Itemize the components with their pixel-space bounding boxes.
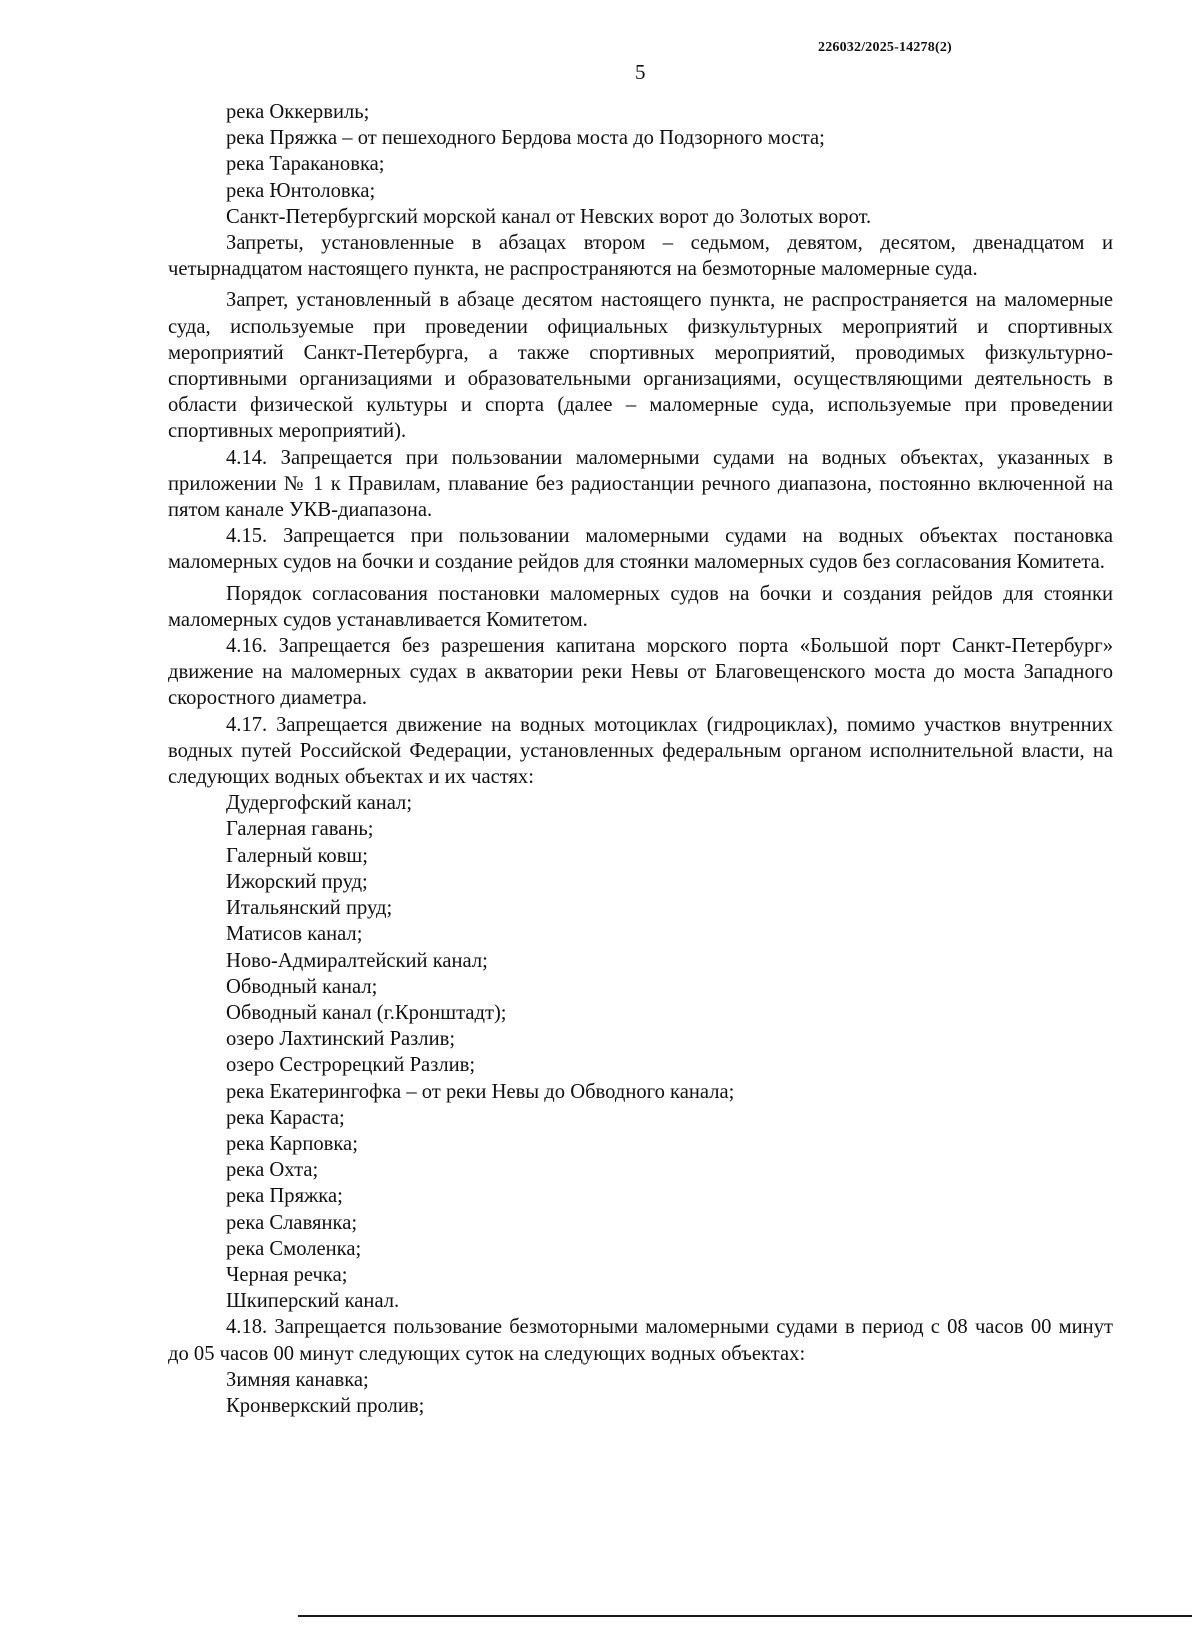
list-item: Обводный канал;	[226, 975, 378, 998]
list-item: река Славянка;	[226, 1211, 358, 1234]
paragraph-4-17: 4.17. Запрещается движение на водных мотоциклах (гидроциклах), помимо участков внутренних водных путей Российской Федерации, установленных федеральным органом исполнительной власти, на следующих водных объектах и их частях:	[168, 713, 1113, 789]
list-item: Галерная гавань;	[226, 818, 374, 841]
list-item: Зимняя канавка;	[226, 1368, 369, 1391]
list-item: река Охта;	[226, 1159, 319, 1182]
scan-edge-line	[298, 1615, 1192, 1617]
document-number: 226032/2025-14278(2)	[818, 40, 952, 55]
list-item: Ижорский пруд;	[226, 870, 368, 893]
list-item: река Пряжка;	[226, 1185, 343, 1208]
list-item: река Екатерингофка – от реки Невы до Обводного канала;	[226, 1080, 735, 1103]
list-item: Черная речка;	[226, 1263, 348, 1286]
paragraph-4-18: 4.18. Запрещается пользование безмоторными маломерными судами в период с 08 часов 00 минут до 05 часов 00 минут следующих суток на следующих водных объектах:	[168, 1316, 1113, 1365]
list-item: озеро Сестрорецкий Разлив;	[226, 1054, 476, 1077]
paragraph-bans-exception: Запреты, установленные в абзацах втором – седьмом, девятом, десятом, двенадцатом и четырнадцатом настоящего пункта, не распространяются на безмоторные маломерные суда.	[168, 232, 1113, 281]
list-item: Санкт-Петербургский морской канал от Невских ворот до Золотых ворот.	[226, 205, 872, 228]
paragraph-order: Порядок согласования постановки маломерных судов на бочки и создания рейдов для стоянки маломерных судов устанавливается Комитетом.	[168, 582, 1113, 631]
list-item: озеро Лахтинский Разлив;	[226, 1028, 456, 1051]
list-item: река Карповка;	[226, 1132, 358, 1155]
list-item: Галерный ковш;	[226, 844, 369, 867]
list-item: река Оккервиль;	[226, 101, 370, 123]
list-item: Кронверкский пролив;	[226, 1394, 425, 1417]
paragraph-4-14: 4.14. Запрещается при пользовании маломерными судами на водных объектах, указанных в приложении № 1 к Правилам, плавание без радиостанции речного диапазона, постоянно включенной на пятом канале УКВ-диапазона.	[168, 446, 1113, 522]
paragraph-4-16: 4.16. Запрещается без разрешения капитана морского порта «Большой порт Санкт-Петербург» движение на маломерных судах в акватории реки Невы от Благовещенского моста до моста Западного скоростного диаметра.	[168, 635, 1113, 710]
paragraph-4-15: 4.15. Запрещается при пользовании маломерными судами на водных объектах постановка маломерных судов на бочки и создание рейдов для стоянки маломерных судов без согласования Комитета.	[168, 525, 1113, 574]
list-item: Матисов канал;	[226, 923, 363, 946]
list-item: река Караста;	[226, 1106, 345, 1129]
list-item: река Смоленка;	[226, 1237, 362, 1260]
paragraph-ban-ten-exception: Запрет, установленный в абзаце десятом настоящего пункта, не распространяется на маломерные суда, используемые при проведении официальных физкультурных мероприятий и спортивных мероприятий Санкт-Петербурга, а также спортивных мероприятий, проводимых физкультурно-спортивными организациями и образовательными организациями, осуществляющими деятельность в области физической культуры и спорта (далее – маломерные суда, используемые при проведении спортивных мероприятий).	[168, 289, 1113, 443]
list-item: Дудергофский канал;	[226, 792, 413, 815]
document-body	[168, 99, 1113, 1419]
list-item: Обводный канал (г.Кронштадт);	[226, 1001, 507, 1024]
list-item: река Юнтоловка;	[226, 179, 376, 202]
list-item: Шкиперский канал.	[226, 1290, 400, 1313]
page-number: 5	[635, 60, 646, 84]
list-item: река Пряжка – от пешеходного Бердова моста до Подзорного моста;	[226, 127, 825, 150]
list-item: Итальянский пруд;	[226, 897, 393, 920]
list-item: река Таракановка;	[226, 153, 385, 176]
list-item: Ново-Адмиралтейский канал;	[226, 949, 488, 972]
